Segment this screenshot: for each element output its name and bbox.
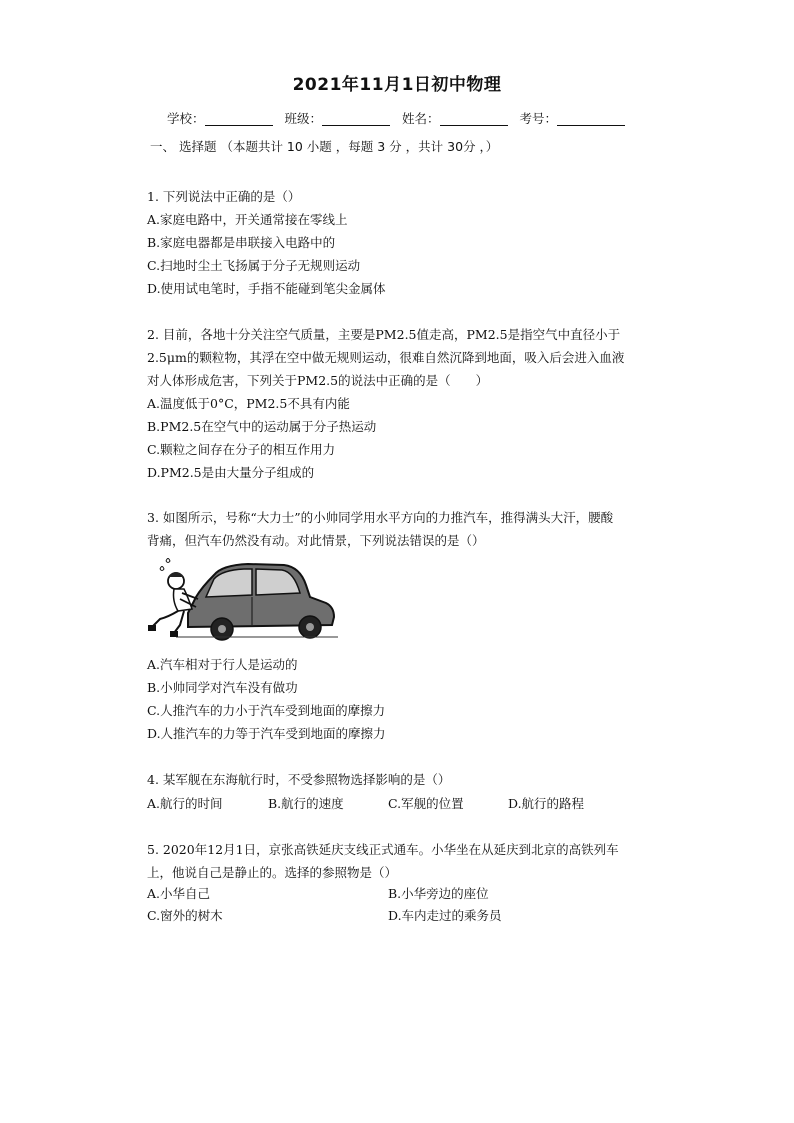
q3-option-c: C.人推汽车的力小于汽车受到地面的摩擦力 bbox=[147, 703, 386, 718]
q1-option-b: B.家庭电器都是串联接入电路中的 bbox=[147, 235, 336, 250]
student-info-row bbox=[0, 109, 794, 127]
q4-option-c: C.军舰的位置 bbox=[388, 796, 464, 811]
q5-stem-line-1: 5. 2020年12月1日，京张高铁延庆支线正式通车。小华坐在从延庆到北京的高铁列车 bbox=[147, 842, 619, 857]
q4-option-d: D.航行的路程 bbox=[508, 796, 585, 811]
q3-stem-line-2: 背痛，但汽车仍然没有动。对此情景，下列说法错误的是（） bbox=[147, 533, 485, 548]
q2-option-d: D.PM2.5是由大量分子组成的 bbox=[147, 465, 315, 480]
id-blank[interactable] bbox=[557, 112, 625, 126]
q3-option-d: D.人推汽车的力等于汽车受到地面的摩擦力 bbox=[147, 726, 386, 741]
q2-option-a: A.温度低于0°C，PM2.5不具有内能 bbox=[147, 396, 350, 411]
q1-option-d: D.使用试电笔时，手指不能碰到笔尖金属体 bbox=[147, 281, 386, 296]
q2-stem-line-1: 2. 目前，各地十分关注空气质量，主要是PM2.5值走高，PM2.5是指空气中直径小于 bbox=[147, 327, 621, 342]
q1-stem: 1. 下列说法中正确的是（） bbox=[147, 189, 301, 204]
id-label: 考号： bbox=[519, 111, 557, 126]
q2-option-c: C.颗粒之间存在分子的相互作用力 bbox=[147, 442, 336, 457]
school-blank[interactable] bbox=[205, 112, 273, 126]
boy-pushing-car-illustration bbox=[148, 553, 340, 645]
q2-stem-line-3: 对人体形成危害，下列关于PM2.5的说法中正确的是（ ） bbox=[147, 373, 489, 388]
page-title: 2021年11月1日初中物理 bbox=[292, 75, 502, 95]
name-blank[interactable] bbox=[440, 112, 508, 126]
class-blank[interactable] bbox=[322, 112, 390, 126]
q1-option-c: C.扫地时尘土飞扬属于分子无规则运动 bbox=[147, 258, 361, 273]
q2-stem-line-2: 2.5μm的颗粒物，其浮在空中做无规则运动，很难自然沉降到地面，吸入后会进入血液 bbox=[147, 350, 625, 365]
q5-option-a: A.小华自己 bbox=[147, 886, 211, 901]
q4-stem: 4. 某军舰在东海航行时，不受参照物选择影响的是（） bbox=[147, 772, 451, 787]
q3-stem-line-1: 3. 如图所示，号称“大力士”的小帅同学用水平方向的力推汽车，推得满头大汗，腰酸 bbox=[147, 510, 614, 525]
q5-option-d: D.车内走过的乘务员 bbox=[388, 908, 502, 923]
q3-option-b: B.小帅同学对汽车没有做功 bbox=[147, 680, 298, 695]
q3-option-a: A.汽车相对于行人是运动的 bbox=[147, 657, 298, 672]
q2-option-b: B.PM2.5在空气中的运动属于分子热运动 bbox=[147, 419, 377, 434]
class-label: 班级： bbox=[284, 111, 322, 126]
section-heading: 一、 选择题 （本题共计 10 小题 ，每题 3 分 ，共计 30分 ，） bbox=[150, 139, 499, 154]
school-label: 学校： bbox=[166, 111, 205, 126]
name-label: 姓名： bbox=[401, 111, 440, 126]
q4-option-b: B.航行的速度 bbox=[268, 796, 344, 811]
q5-stem-line-2: 上，他说自己是静止的。选择的参照物是（） bbox=[147, 865, 398, 880]
q5-option-b: B.小华旁边的座位 bbox=[388, 886, 489, 901]
q5-option-c: C.窗外的树木 bbox=[147, 908, 223, 923]
q4-option-a: A.航行的时间 bbox=[147, 796, 223, 811]
q1-option-a: A.家庭电路中，开关通常接在零线上 bbox=[147, 212, 348, 227]
